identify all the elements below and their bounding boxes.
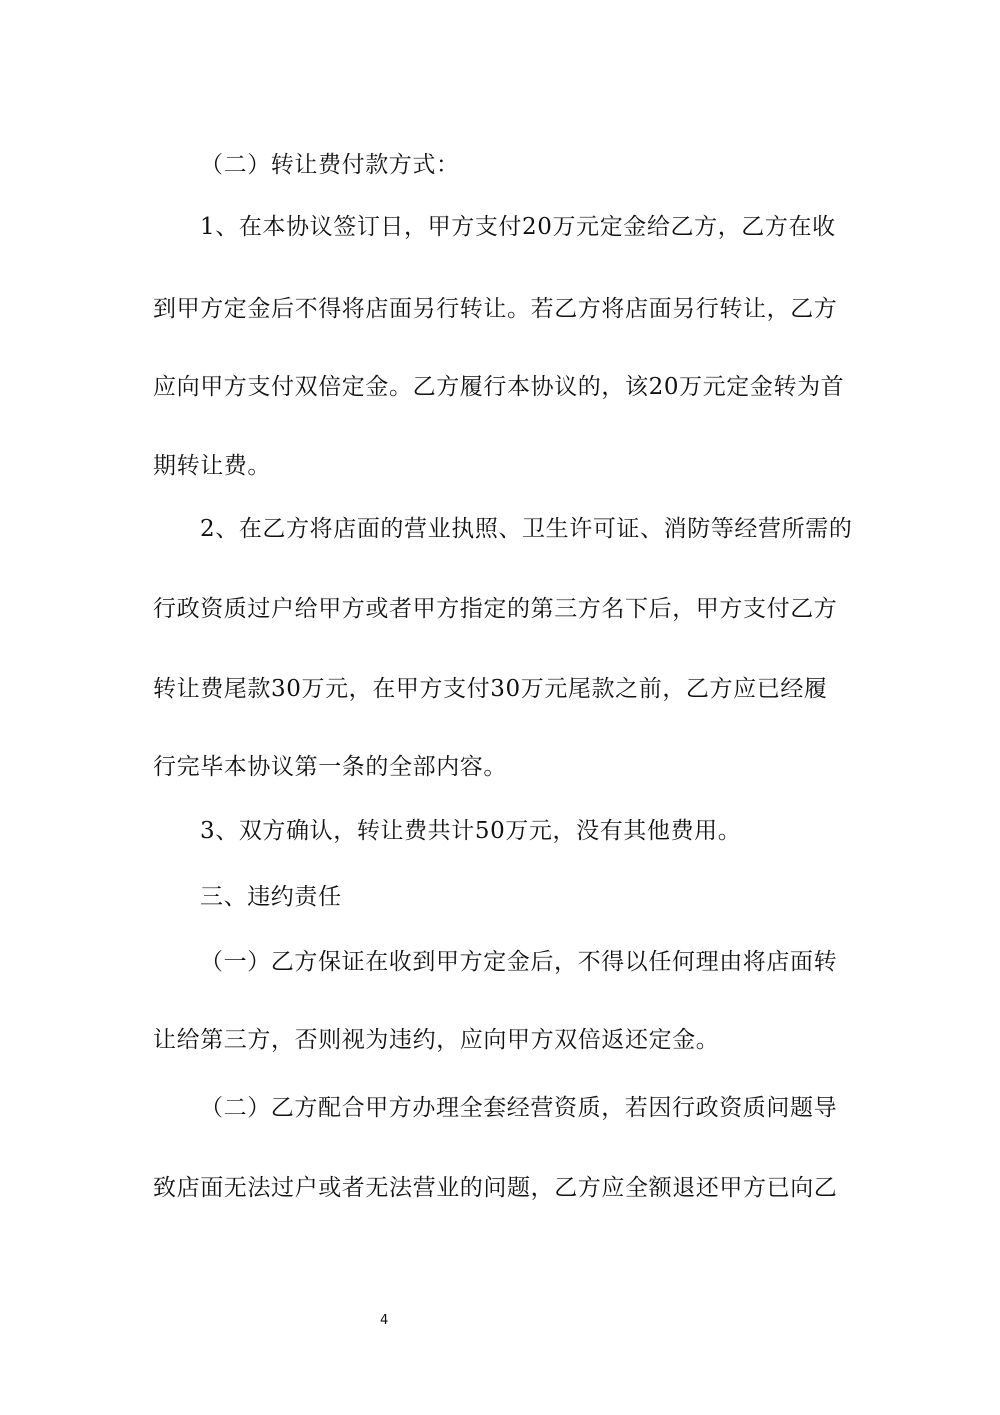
clause-2-line-2: 行政资质过户给甲方或者甲方指定的第三方名下后，甲方支付乙方 — [153, 596, 838, 622]
breach-item-1-line-1: （一）乙方保证在收到甲方定金后，不得以任何理由将店面转 — [200, 949, 838, 975]
heading-payment-method: （二）转让费付款方式： — [200, 152, 460, 178]
clause-2-line-3: 转让费尾款30万元，在甲方支付30万元尾款之前，乙方应已经履 — [153, 676, 828, 702]
clause-1-line-2: 到甲方定金后不得将店面另行转让。若乙方将店面另行转让，乙方 — [153, 296, 838, 322]
breach-item-1-line-2: 让给第三方，否则视为违约，应向甲方双倍返还定金。 — [153, 1027, 720, 1053]
clause-1-line-3: 应向甲方支付双倍定金。乙方履行本协议的，该20万元定金转为首 — [153, 374, 845, 400]
clause-2-line-1: 2、在乙方将店面的营业执照、卫生许可证、消防等经营所需的 — [200, 516, 853, 542]
section-three-heading: 三、违约责任 — [200, 884, 342, 910]
clause-2-line-4: 行完毕本协议第一条的全部内容。 — [153, 754, 507, 780]
breach-item-2-line-1: （二）乙方配合甲方办理全套经营资质，若因行政资质问题导 — [200, 1095, 838, 1121]
clause-3: 3、双方确认，转让费共计50万元，没有其他费用。 — [200, 818, 742, 844]
clause-1-line-1: 1、在本协议签订日，甲方支付20万元定金给乙方，乙方在收 — [200, 214, 836, 240]
breach-item-2-line-2: 致店面无法过户或者无法营业的问题，乙方应全额退还甲方已向乙 — [153, 1175, 838, 1201]
clause-1-line-4: 期转让费。 — [153, 453, 271, 479]
page-number: 4 — [380, 1313, 389, 1328]
